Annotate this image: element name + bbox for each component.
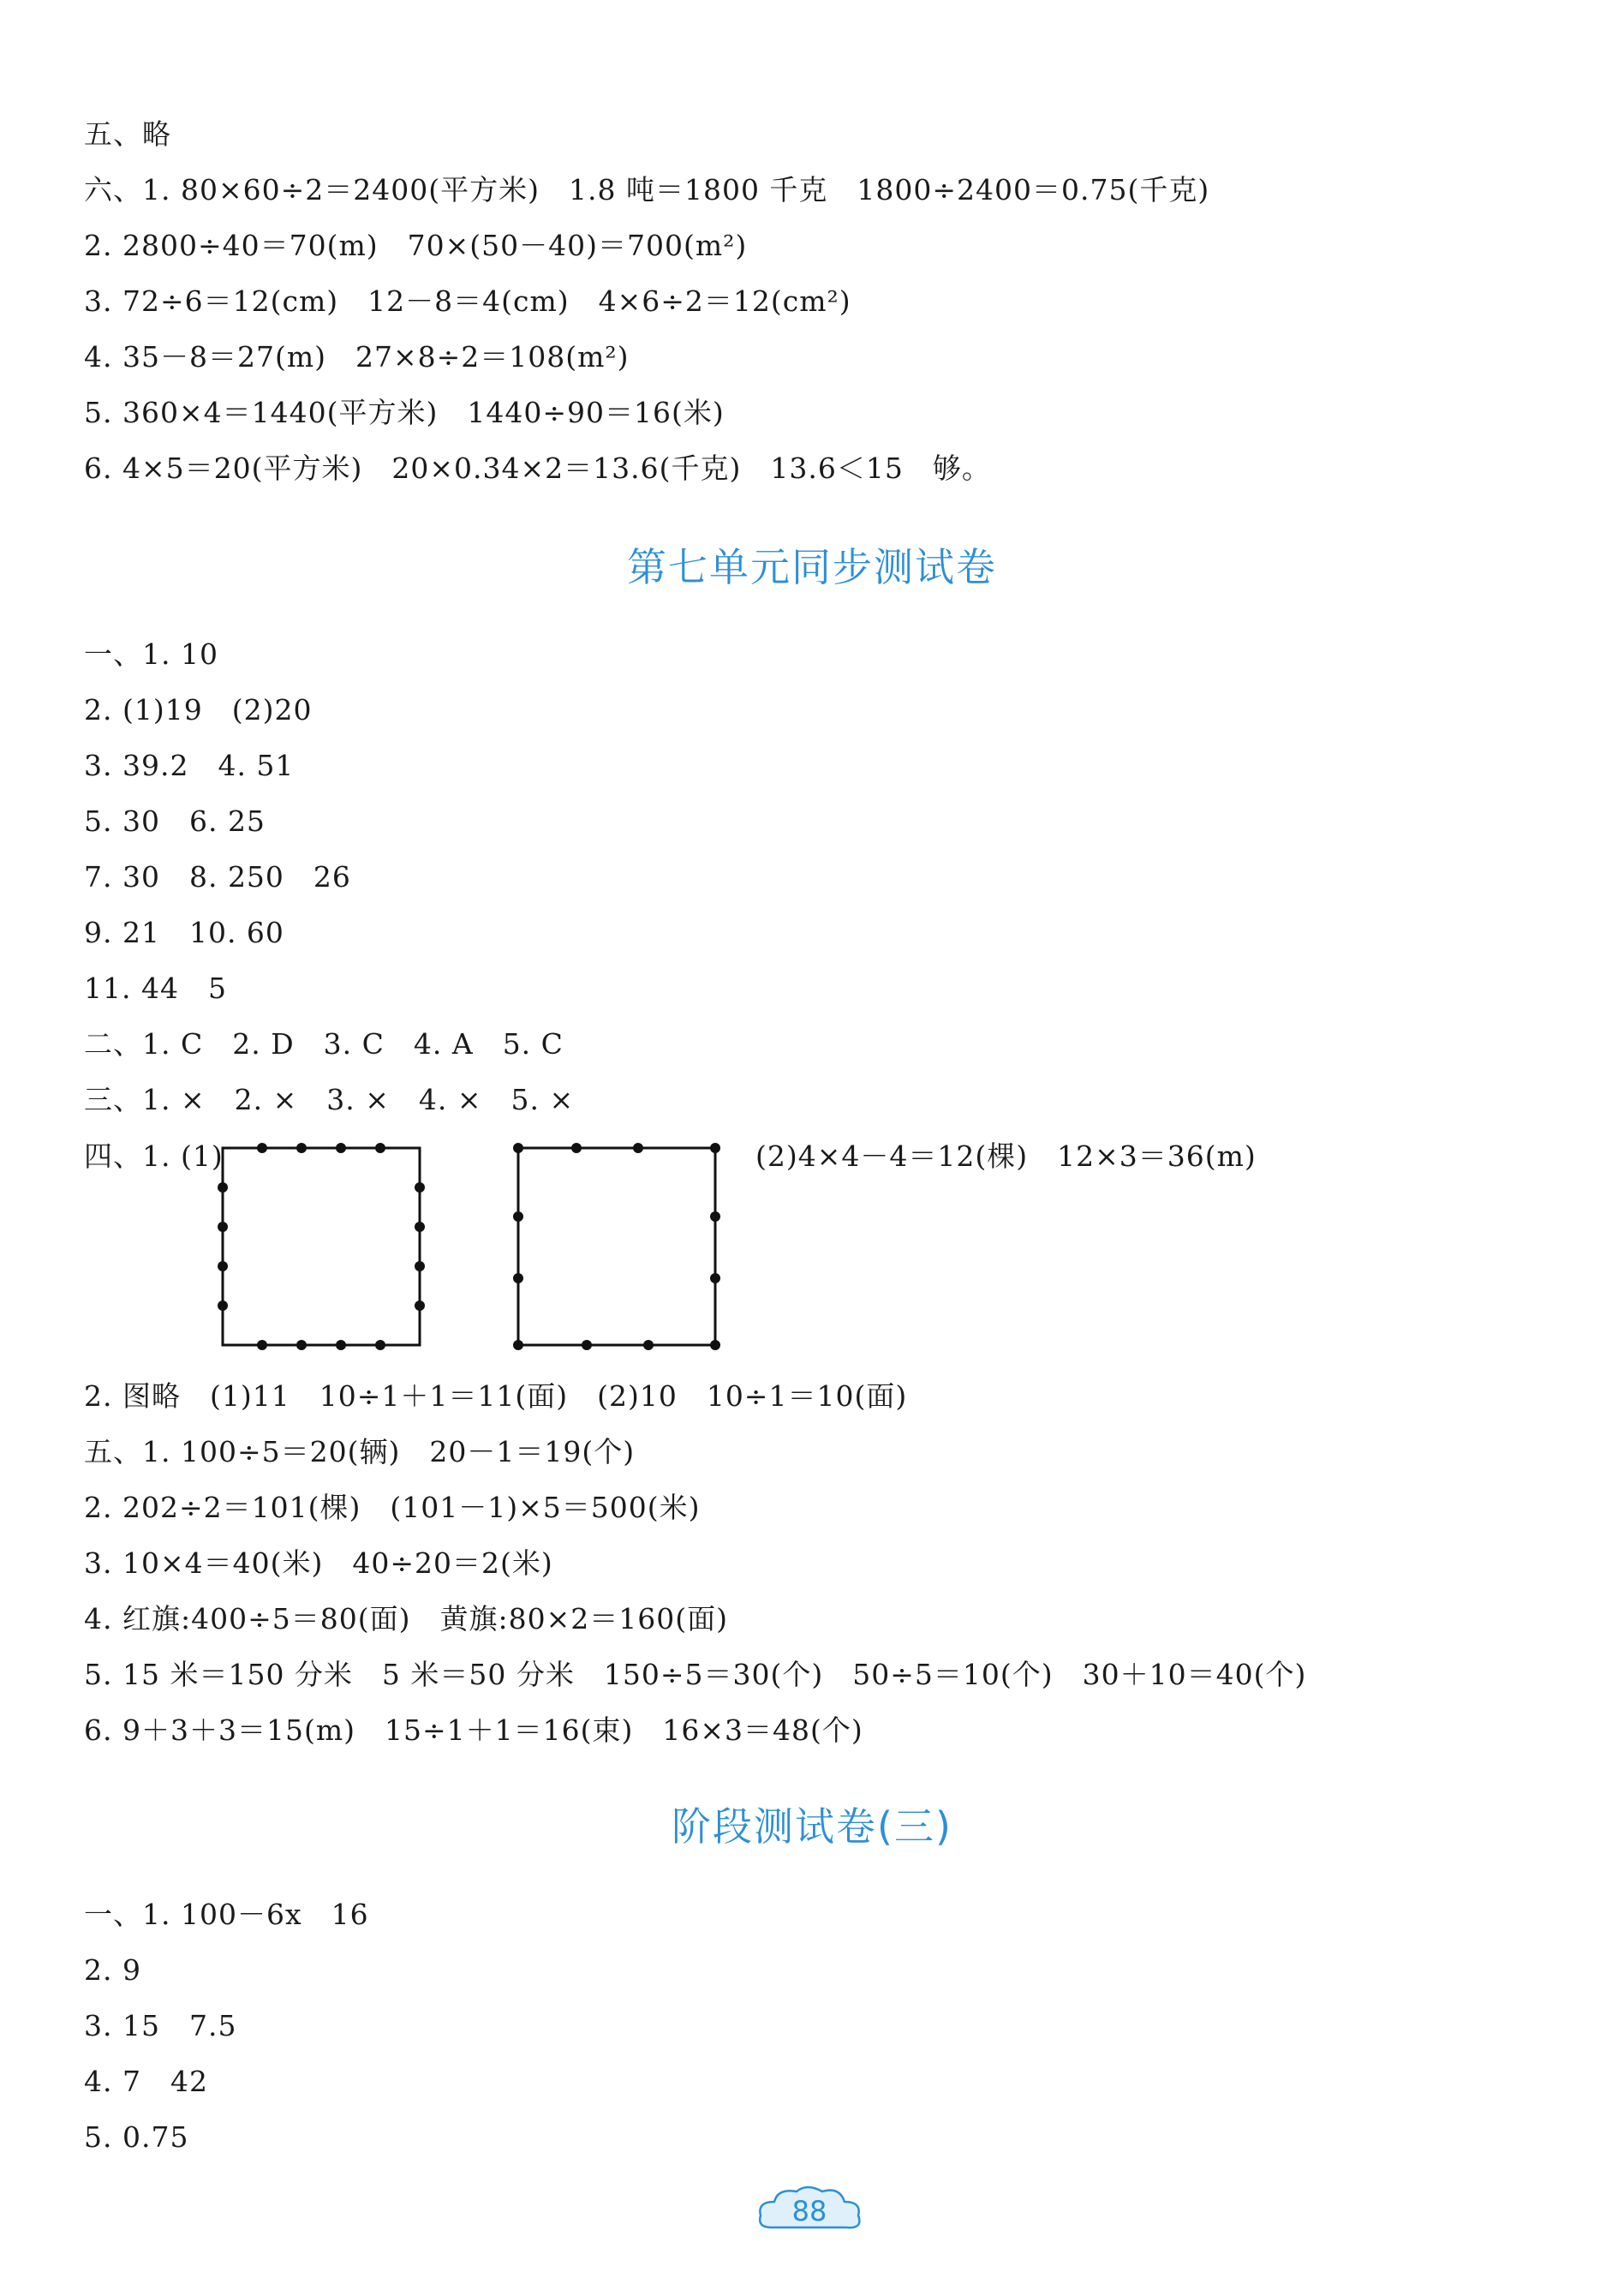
answer-line: 2. (1)19 (2)20 <box>84 693 313 726</box>
square-outline <box>223 1148 420 1345</box>
answer-line: 5. 30 6. 25 <box>84 804 266 838</box>
tree-dots <box>218 1143 425 1350</box>
answer-line: 6. 9＋3＋3＝15(m) 15÷1＋1＝16(束) 16×3＝48(个) <box>84 1713 863 1747</box>
answer-line: 5. 15 米＝150 分米 5 米＝50 分米 150÷5＝30(个) 50÷5＝10(个) 30＋10＝40(个) <box>84 1658 1307 1691</box>
page-number: 88 <box>791 2195 827 2227</box>
square-outline <box>518 1148 715 1345</box>
question-4-label: 四、1. (1) <box>84 1139 224 1173</box>
answer-line: 一、1. 100－6x 16 <box>84 1898 369 1931</box>
answer-line: 二、1. C 2. D 3. C 4. A 5. C <box>84 1027 564 1061</box>
answer-line: 5. 0.75 <box>84 2120 189 2154</box>
answer-line: 三、1. × 2. × 3. × 4. × 5. × <box>84 1083 575 1116</box>
answer-line: 5. 360×4＝1440(平方米) 1440÷90＝16(米) <box>84 396 725 429</box>
answer-line: 2. 2800÷40＝70(m) 70×(50－40)＝700(m²) <box>84 229 748 262</box>
answer-line: 五、略 <box>84 117 171 151</box>
answer-line: 9. 21 10. 60 <box>84 916 284 949</box>
answer-line: 六、1. 80×60÷2＝2400(平方米) 1.8 吨＝1800 千克 1800÷2400＝0.75(千克) <box>84 173 1210 206</box>
section-title-unit7: 第七单元同步测试卷 <box>627 544 997 590</box>
page-number-badge <box>754 2183 865 2238</box>
question-4-part2: (2)4×4－4＝12(棵) 12×3＝36(m) <box>755 1139 1257 1173</box>
answer-line: 3. 15 7.5 <box>84 2009 237 2042</box>
answer-line: 3. 39.2 4. 51 <box>84 749 295 782</box>
answer-line: 3. 72÷6＝12(cm) 12－8＝4(cm) 4×6÷2＝12(cm²) <box>84 284 851 318</box>
answer-line: 2. 9 <box>84 1953 141 1987</box>
answer-line: 7. 30 8. 250 26 <box>84 860 351 894</box>
answer-line: 一、1. 10 <box>84 637 218 671</box>
tree-square-figure-2 <box>501 1131 741 1362</box>
tree-dots <box>513 1143 720 1350</box>
answer-line: 4. 红旗:400÷5＝80(面) 黄旗:80×2＝160(面) <box>84 1602 728 1635</box>
section-title-stage3: 阶段测试卷(三) <box>672 1803 952 1850</box>
answer-line: 2. 图略 (1)11 10÷1＋1＝11(面) (2)10 10÷1＝10(面) <box>84 1379 908 1413</box>
answer-line: 2. 202÷2＝101(棵) (101－1)×5＝500(米) <box>84 1491 701 1524</box>
answer-line: 4. 35－8＝27(m) 27×8÷2＝108(m²) <box>84 340 630 374</box>
answer-line: 五、1. 100÷5＝20(辆) 20－1＝19(个) <box>84 1435 636 1468</box>
answer-line: 11. 44 5 <box>84 972 227 1005</box>
answer-line: 4. 7 42 <box>84 2065 208 2098</box>
tree-square-figure-1 <box>206 1131 445 1362</box>
answer-line: 3. 10×4＝40(米) 40÷20＝2(米) <box>84 1546 553 1580</box>
answer-line: 6. 4×5＝20(平方米) 20×0.34×2＝13.6(千克) 13.6＜15 够。 <box>84 451 991 485</box>
